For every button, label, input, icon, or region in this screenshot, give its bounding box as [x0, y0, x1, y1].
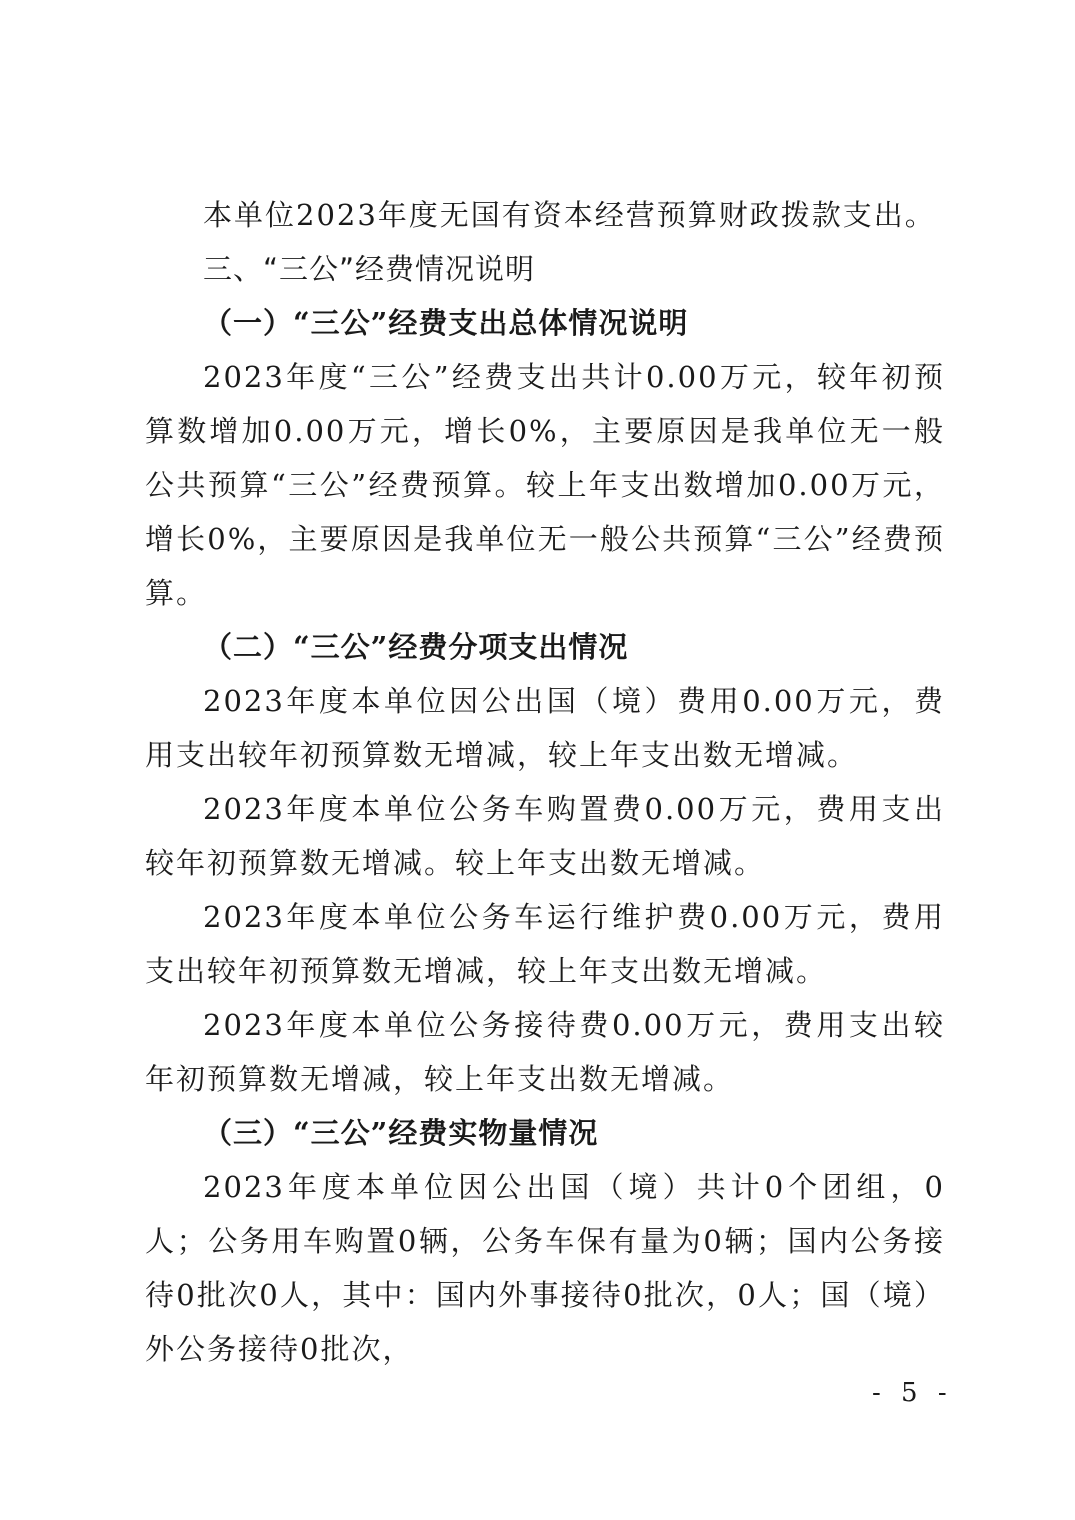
paragraph-overall-expenditure: 2023年度“三公”经费支出共计0.00万元，较年初预算数增加0.00万元，增长0%，主要原因是我单位无一般公共预算“三公”经费预算。较上年支出数增加0.00万元，增长0%，主要原因是我单位无一般公共预算“三公”经费预算。 — [145, 360, 945, 610]
section-heading-three-public: 三、“三公”经费情况说明 — [203, 252, 536, 286]
document-body — [145, 188, 945, 1376]
paragraph-overseas-travel: 2023年度本单位因公出国（境）费用0.00万元，费用支出较年初预算数无增减，较上年支出数无增减。 — [145, 684, 945, 772]
paragraph-vehicle-purchase: 2023年度本单位公务车购置费0.00万元，费用支出较年初预算数无增减。较上年支出数无增减。 — [145, 792, 945, 880]
paragraph-state-capital-budget: 本单位2023年度无国有资本经营预算财政拨款支出。 — [203, 198, 936, 232]
subsection-heading-overall: （一）“三公”经费支出总体情况说明 — [203, 306, 689, 340]
page-number: - 5 - — [872, 1378, 953, 1408]
subsection-heading-physical: （三）“三公”经费实物量情况 — [203, 1116, 599, 1150]
paragraph-reception: 2023年度本单位公务接待费0.00万元，费用支出较年初预算数无增减，较上年支出数无增减。 — [145, 1008, 945, 1096]
paragraph-physical-quantity: 2023年度本单位因公出国（境）共计0个团组，0人；公务用车购置0辆，公务车保有量为0辆；国内公务接待0批次0人，其中：国内外事接待0批次，0人；国（境）外公务接待0批次， — [145, 1170, 945, 1366]
subsection-heading-itemized: （二）“三公”经费分项支出情况 — [203, 630, 629, 664]
paragraph-vehicle-maintenance: 2023年度本单位公务车运行维护费0.00万元，费用支出较年初预算数无增减，较上年支出数无增减。 — [145, 900, 945, 988]
